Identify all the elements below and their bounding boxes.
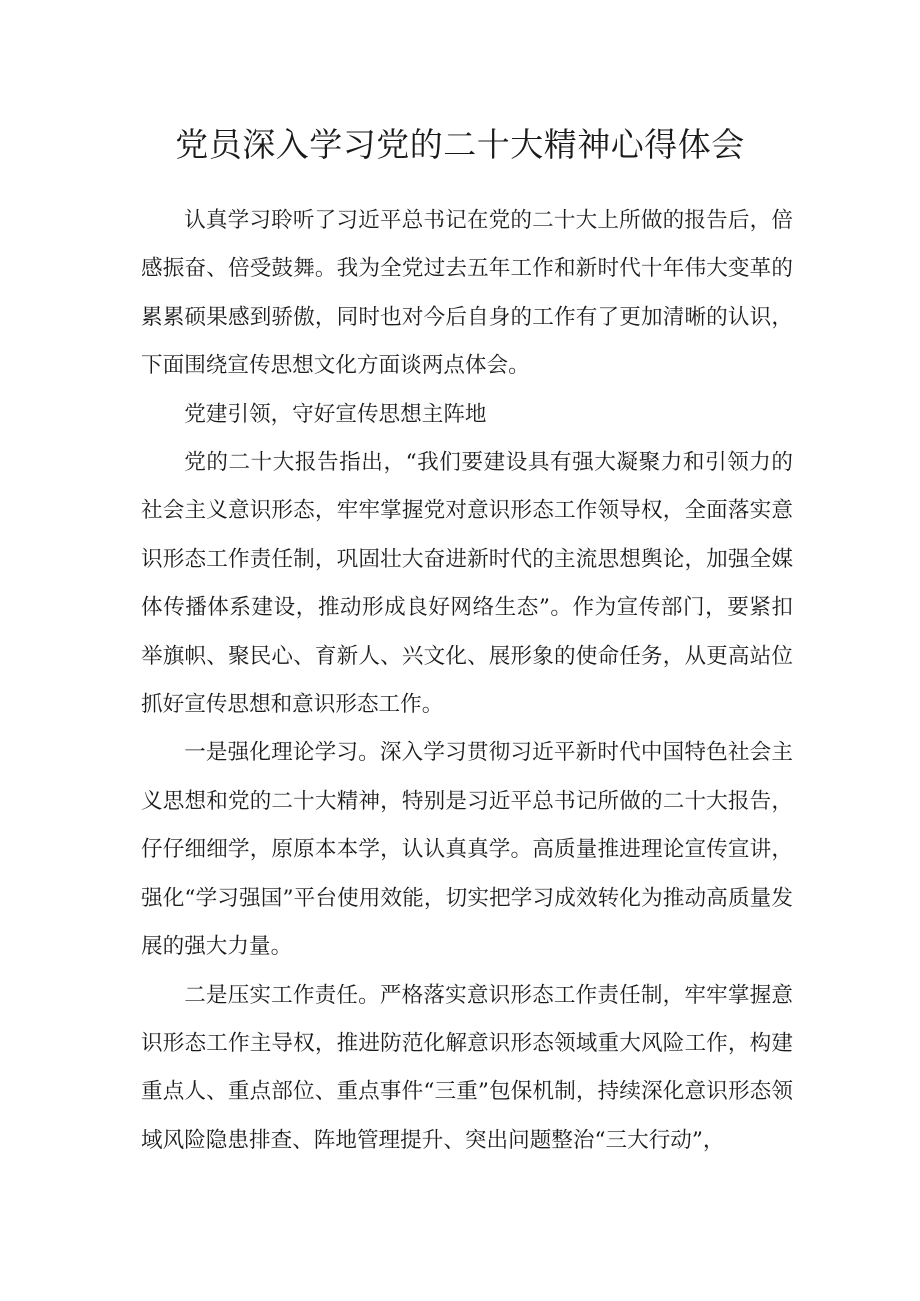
section-heading: 党建引领，守好宣传思想主阵地: [184, 401, 487, 427]
paragraph-report-quote: 党的二十大报告指出，“我们要建设具有强大凝聚力和引领力的社会主义意识形态，牢牢掌握党对意识形态工作领导权，全面落实意识形态工作责任制，巩固壮大奋进新时代的主流思想舆论，加强全媒体传播体系建设，推动形成良好网络生态”。作为宣传部门，要紧扣举旗帜、聚民心、育新人、兴文化、展形象的使命任务，从更高站位抓好宣传思想和意识形态工作。: [141, 450, 793, 718]
document-title: 党员深入学习党的二十大精神心得体会: [175, 125, 745, 164]
document-body: [141, 197, 793, 1165]
paragraph-point-two: 二是压实工作责任。严格落实意识形态工作责任制，牢牢掌握意识形态工作主导权，推进防范化解意识形态领域重大风险工作，构建重点人、重点部位、重点事件“三重”包保机制，持续深化意识形态领域风险隐患排查、阵地管理提升、突出问题整治“三大行动”，: [141, 982, 793, 1153]
paragraph-point-one: 一是强化理论学习。深入学习贯彻习近平新时代中国特色社会主义思想和党的二十大精神，特别是习近平总书记所做的二十大报告，仔仔细细学，原原本本学，认认真真学。高质量推进理论宣传宣讲，强化“学习强国”平台使用效能，切实把学习成效转化为推动高质量发展的强大力量。: [141, 740, 793, 960]
paragraph-intro: 认真学习聆听了习近平总书记在党的二十大上所做的报告后，倍感振奋、倍受鼓舞。我为全党过去五年工作和新时代十年伟大变革的累累硕果感到骄傲，同时也对今后自身的工作有了更加清晰的认识，下面围绕宣传思想文化方面谈两点体会。: [141, 208, 793, 379]
